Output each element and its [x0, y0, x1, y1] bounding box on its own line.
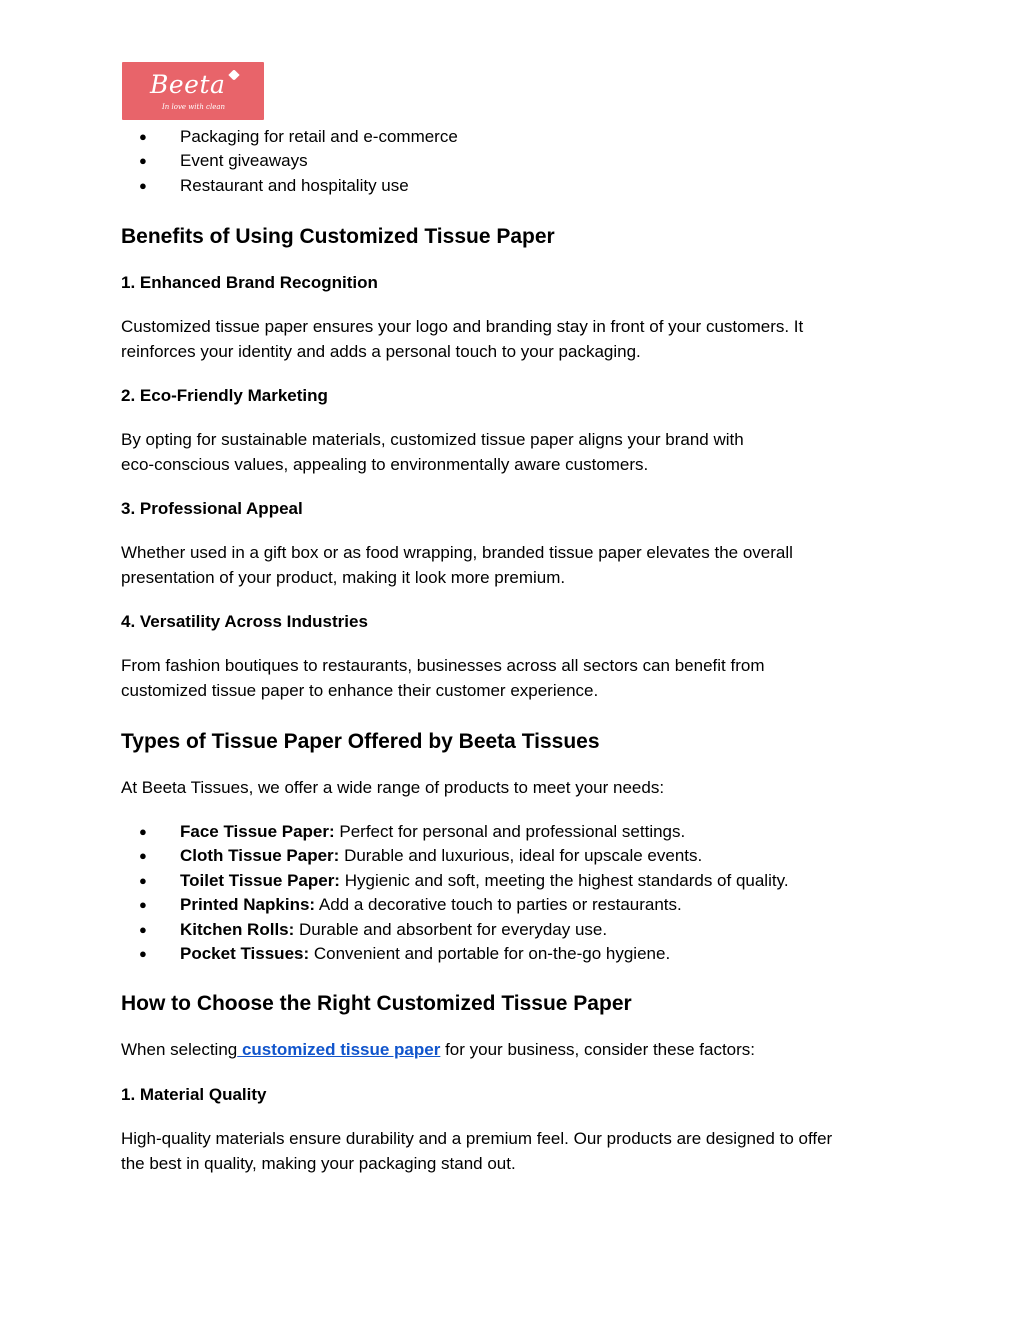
- list-item: ● Restaurant and hospitality use: [121, 174, 458, 198]
- tissue-types-list: [121, 820, 789, 966]
- factor-text: High-quality materials ensure durability and a premium feel. Our products are designed to offer the best in quality, making your packaging stand out.: [121, 1129, 833, 1173]
- use-cases-list: [121, 125, 458, 198]
- beeta-logo: [122, 62, 264, 120]
- bullet-icon: ●: [139, 177, 147, 193]
- benefit-title: 2. Eco-Friendly Marketing: [121, 386, 328, 405]
- benefit-text: From fashion boutiques to restaurants, businesses across all sectors can benefit from customized tissue paper to enhance their customer experience.: [121, 656, 765, 700]
- bullet-icon: ●: [139, 872, 147, 888]
- types-heading: Types of Tissue Paper Offered by Beeta Tissues: [121, 730, 600, 753]
- bullet-icon: ●: [139, 921, 147, 937]
- benefit-title: 4. Versatility Across Industries: [121, 612, 368, 631]
- list-item: ● Cloth Tissue Paper: Durable and luxurious, ideal for upscale events.: [121, 844, 789, 868]
- bullet-icon: ●: [139, 824, 147, 839]
- list-item: ● Event giveaways: [121, 149, 458, 173]
- benefits-heading: Benefits of Using Customized Tissue Paper: [121, 225, 555, 248]
- list-item: ● Face Tissue Paper: Perfect for personal and professional settings.: [121, 820, 789, 844]
- logo-wordmark: Beeta: [150, 70, 226, 99]
- types-intro: At Beeta Tissues, we offer a wide range of products to meet your needs:: [121, 778, 665, 797]
- factor-title: 1. Material Quality: [121, 1085, 267, 1104]
- customized-tissue-paper-link[interactable]: customized tissue paper: [237, 1040, 441, 1059]
- benefit-text: Customized tissue paper ensures your logo and branding stay in front of your customers. It reinforces your identity and adds a personal touch to your packaging.: [121, 317, 804, 361]
- bullet-icon: ●: [139, 897, 147, 913]
- bullet-icon: ●: [139, 129, 147, 144]
- choose-intro: When selecting customized tissue paper for your business, consider these factors:: [121, 1040, 756, 1059]
- list-item: ● Pocket Tissues: Convenient and portable for on-the-go hygiene.: [121, 942, 789, 966]
- list-item: ● Printed Napkins: Add a decorative touch to parties or restaurants.: [121, 893, 789, 917]
- logo-tagline: In love with clean: [162, 103, 226, 111]
- bullet-icon: ●: [139, 153, 147, 169]
- bullet-icon: ●: [139, 945, 147, 961]
- list-item: ● Kitchen Rolls: Durable and absorbent for everyday use.: [121, 918, 789, 942]
- list-item: ● Toilet Tissue Paper: Hygienic and soft, meeting the highest standards of quality.: [121, 869, 789, 893]
- benefit-text: Whether used in a gift box or as food wrapping, branded tissue paper elevates the overall presentation of your product, making it look more premium.: [121, 543, 793, 587]
- benefit-title: 3. Professional Appeal: [121, 499, 303, 518]
- benefit-text: By opting for sustainable materials, customized tissue paper aligns your brand with eco-conscious values, appealing to environmentally aware customers.: [121, 430, 744, 474]
- benefit-title: 1. Enhanced Brand Recognition: [121, 273, 378, 292]
- list-item: ● Packaging for retail and e-commerce: [121, 125, 458, 149]
- choose-heading: How to Choose the Right Customized Tissue Paper: [121, 992, 632, 1015]
- heart-icon: [228, 69, 239, 80]
- bullet-icon: ●: [139, 848, 147, 864]
